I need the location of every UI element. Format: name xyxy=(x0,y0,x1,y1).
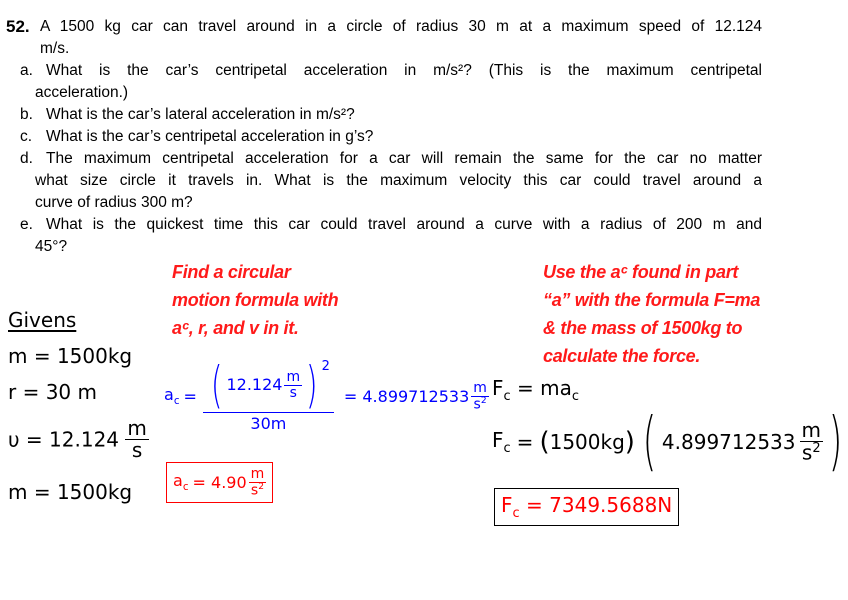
force-accel: 4.899712533 xyxy=(661,430,796,454)
ac-boxed-answer: $a_c$ = 4.90 $\frac{m}{s^2}$ xyxy=(166,462,273,503)
given-velocity xyxy=(8,418,149,461)
part-d-line-2: what size circle it travels in. What is the maximum velocity this car could travel around a xyxy=(35,172,762,189)
ac-denominator: 30m xyxy=(250,414,287,433)
given-mass-2: m = 1500kg xyxy=(8,480,133,504)
ac-numerator xyxy=(203,356,334,414)
part-a-line-2: acceleration.) xyxy=(35,84,129,101)
ac-boxed-unit: $\frac{m}{s^2}$ xyxy=(250,466,265,499)
part-d-line-3: curve of radius 300 m? xyxy=(35,194,193,211)
problem-intro xyxy=(6,16,762,60)
part-e-label: e. xyxy=(20,216,33,233)
force-accel-unit: $\frac{m}{s^2}$ xyxy=(801,418,821,465)
part-e-line-2: 45°? xyxy=(35,238,68,255)
note-left-line-2: motion formula with xyxy=(172,290,339,310)
ac-calculation xyxy=(164,356,489,433)
given-radius: r = 30 m xyxy=(8,380,97,404)
ac-left-paren: ( xyxy=(210,356,223,414)
part-b xyxy=(20,104,762,126)
note-left xyxy=(172,258,338,342)
note-right xyxy=(543,258,760,370)
note-right-line-1: Use the aᶜ found in part xyxy=(543,262,739,282)
note-left-line-1: Find a circular xyxy=(172,262,291,282)
problem-statement xyxy=(6,16,762,258)
part-d xyxy=(20,148,762,214)
ac-result-unit: $\frac{m}{s^2}$ xyxy=(473,379,487,413)
ac-lhs: $a_c$ xyxy=(164,385,180,408)
ac-exponent: 2 xyxy=(321,359,330,374)
intro-line-1: A 1500 kg car can travel around in a circle of radius 30 m at a maximum speed of 12.124 xyxy=(40,18,762,35)
force-eq-2: $F_c$ = ( 1500kg ) ( 4.899712533 $\frac{m}{s^2}$ ) xyxy=(492,405,843,479)
part-b-label: b. xyxy=(20,106,33,123)
force-mass: 1500kg xyxy=(549,430,625,454)
ac-equals: = xyxy=(183,386,197,406)
given-velocity-value: υ = 12.124 xyxy=(8,427,120,452)
note-right-line-2: “a” with the formula F=ma xyxy=(543,290,761,310)
ac-right-paren: ) xyxy=(305,356,318,414)
part-c-line-1: What is the car’s centripetal acceleration in g’s? xyxy=(46,128,374,145)
given-velocity-unit xyxy=(125,418,148,461)
note-right-line-3: & the mass of 1500kg to xyxy=(543,318,743,338)
part-a xyxy=(20,60,762,104)
given-velocity-unit-num: m xyxy=(127,416,147,440)
intro-line-2: m/s. xyxy=(40,40,70,57)
part-c xyxy=(20,126,762,148)
force-eq-1: $F_c = ma_c$ xyxy=(492,376,580,404)
part-b-line-1: What is the car’s lateral acceleration in m/s²? xyxy=(46,106,355,123)
force-boxed-answer: $F_c = 7349.5688N$ xyxy=(494,488,679,526)
note-right-line-4: calculate the force. xyxy=(543,346,701,366)
ac-velocity-unit: $\frac{m}{s}$ xyxy=(286,368,301,401)
given-velocity-unit-den: s xyxy=(131,438,143,462)
ac-boxed-value: = 4.90 xyxy=(192,473,247,493)
part-e xyxy=(20,214,762,258)
ac-velocity: 12.124 xyxy=(226,374,283,394)
givens-title: Givens xyxy=(8,308,77,332)
part-d-label: d. xyxy=(20,150,33,167)
part-e-line-1: What is the quickest time this car could travel around a curve with a radius of 200 m and xyxy=(46,216,762,233)
part-a-line-1: What is the car’s centripetal acceleration in m/s²? (This is the maximum centripetal xyxy=(46,62,762,79)
force-result: = 7349.5688N xyxy=(526,493,673,517)
ac-main-fraction xyxy=(203,356,334,433)
given-mass-1: m = 1500kg xyxy=(8,344,133,368)
part-d-line-1: The maximum centripetal acceleration for a car will remain the same for the car no matter xyxy=(46,150,762,167)
problem-number: 52. xyxy=(6,17,30,36)
note-left-line-3: aᶜ, r, and v in it. xyxy=(172,318,299,338)
ac-result: = 4.899712533 xyxy=(343,386,470,406)
part-c-label: c. xyxy=(20,128,33,145)
part-a-label: a. xyxy=(20,62,33,79)
